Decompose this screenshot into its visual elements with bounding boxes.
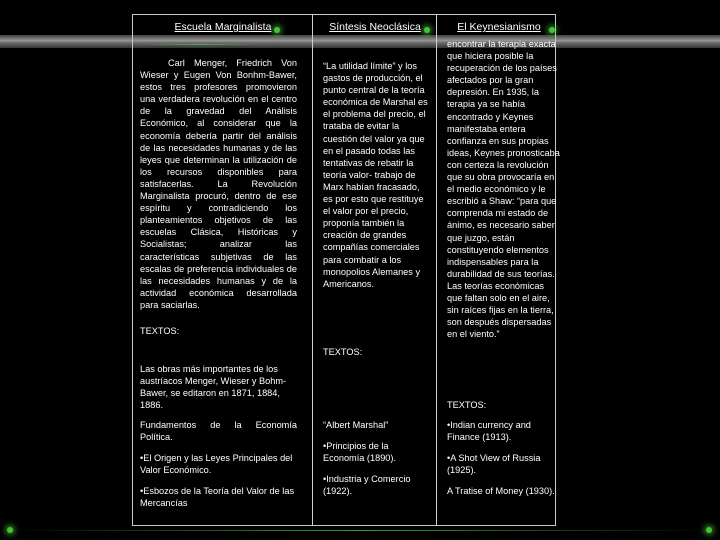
column-divider: [436, 14, 437, 526]
list-item: A Tratise of Money (1930).: [447, 486, 555, 497]
list-item: •A Shot View of Russia (1925).: [447, 453, 541, 476]
list-item: •Principios de la Economía (1890).: [323, 441, 397, 464]
decorative-dot: [549, 27, 555, 33]
col1-works-intro: Las obras más importantes de los austríacos Menger, Wieser y Bohm-Bawer, se editaron en 1871, 1884, 1886.: [140, 364, 287, 411]
col3-textos-label: TEXTOS:: [447, 400, 487, 410]
list-item: •Esbozos de la Teoría del Valor de las Mercancías: [140, 486, 295, 509]
col2-texts-list: [323, 419, 431, 506]
decorative-glow-line: [10, 530, 710, 531]
column-divider: [312, 14, 313, 526]
col1-paragraph: Carl Menger, Friedrich Von Wieser y Eugen Von Bonhm-Bawer, estos tres profesores promovieron una verdadera revolución en el centro de la gravedad del Análisis Económico, al considerar que la economía debería partir del análisis de las necesidades humanas y de las leyes que determinan la utilización de los recursos disponibles para satisfacerlas. La Revolución Marginalista procuró, dentro de ese espíritu y contradiciendo los planteamientos objetivos de las escuelas Clásica, Históricas y Socialistas; analizar las características subjetivas de las escalas de preferencia individuales de las necesidades humanas y de la actividad económica desarrollada para saciarlas.: [140, 58, 297, 310]
decorative-glow-line: [140, 44, 260, 45]
col2-body: “La utilidad límite” y los gastos de producción, el punto central de la teoría económica de Marshal es el problema del precio, el trataba de evitar la cuestión del valor ya que en el pasado todas las tentativas de rebatir la teoría valor- trabajo de Marx habían fracasado, es por esto que restituye el valor por el precio, proponía también la creación de grandes compañías comerciales para combatir a los monopolios Alemanes y Americanos.: [323, 61, 428, 289]
col2-textos-label: TEXTOS:: [323, 347, 363, 357]
header-marginalist: Escuela Marginalista: [174, 21, 272, 33]
list-item: •Industria y Comercio (1922).: [323, 474, 411, 497]
header-neoclassical: Síntesis Neoclásica: [329, 21, 421, 33]
list-item: •Indian currency and Finance (1913).: [447, 420, 531, 443]
col1-textos-label: TEXTOS:: [140, 326, 180, 336]
list-item: •El Origen y las Leyes Principales del Valor Económico.: [140, 453, 293, 476]
header-keynesian: El Keynesianismo: [457, 21, 541, 33]
list-item: “Albert Marshal”: [323, 420, 389, 430]
col3-texts-list: [447, 419, 560, 506]
col3-body: encontrar la terapia exacta que hiciera posible la recuperación de los países afectados por la gran depresión. En 1935, la terapia ya se había encontrado y Keynes manifestaba entera confianza en sus propias ideas, Keynes pronosticaba con certeza la revolución que su obra provocaría en el medio económico y le escribió a Shaw: “para que comprenda mi estado de ánimo, es necesario saber que juzgo, están constituyendo elementos indispensables para la durabilidad de sus teorías. Las teorías económicas que faltan solo en el aire, sin raíces fijas en la tierra, son después dispersadas en el viento.”: [447, 39, 560, 340]
col1-body: [140, 57, 297, 311]
list-item: Fundamentos de la Economía Política.: [140, 420, 297, 443]
col1-texts-list: [140, 419, 297, 519]
decorative-dot: [274, 27, 280, 33]
decorative-dot: [424, 27, 430, 33]
